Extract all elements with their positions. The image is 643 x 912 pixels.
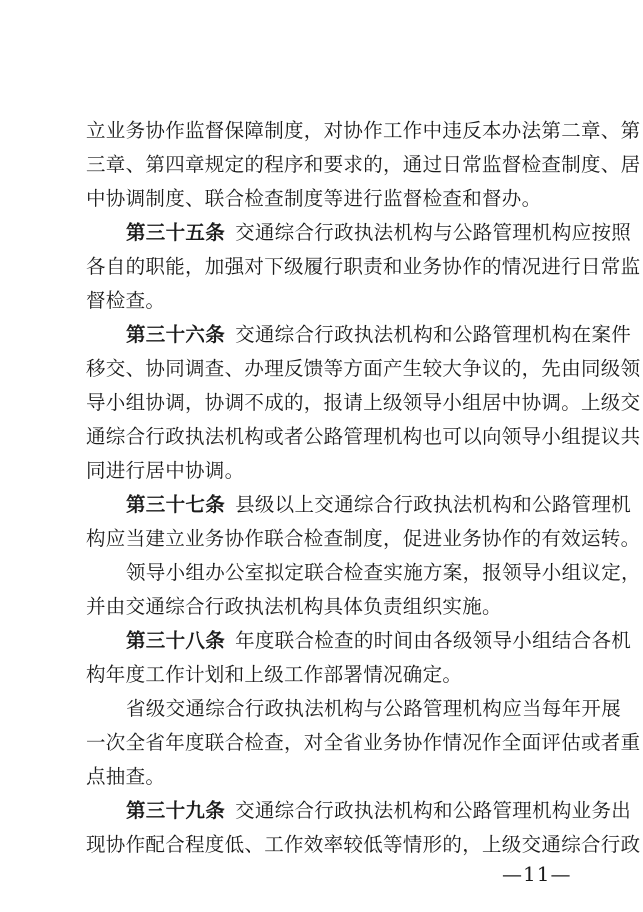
- text-line: 通综合行政执法机构或者公路管理机构也可以向领导小组提议共: [86, 425, 641, 448]
- text-line: 现协作配合程度低、工作效率较低等情形的，上级交通综合行政: [86, 833, 641, 856]
- text-span: 县级以上交通综合行政执法机构和公路管理机: [235, 493, 632, 516]
- text-line: 三章、第四章规定的程序和要求的，通过日常监督检查制度、居: [86, 153, 641, 176]
- text-span: 交通综合行政执法机构和公路管理机构在案件: [235, 323, 632, 346]
- text-line: 点抽查。: [86, 765, 166, 788]
- text-line: 省级交通综合行政执法机构与公路管理机构应当每年开展: [126, 697, 622, 720]
- article-35-first-line: [126, 221, 631, 245]
- text-span: 交通综合行政执法机构与公路管理机构应按照: [235, 221, 632, 244]
- text-line: 一次全省年度联合检查，对全省业务协作情况作全面评估或者重: [86, 731, 641, 754]
- article-heading: 第三十六条: [126, 323, 226, 346]
- text-line: 导小组协调，协调不成的，报请上级领导小组居中协调。上级交: [86, 391, 641, 414]
- article-heading: 第三十七条: [126, 493, 226, 516]
- text-line: 各自的职能，加强对下级履行职责和业务协作的情况进行日常监: [86, 255, 641, 278]
- text-line: 中协调制度、联合检查制度等进行监督检查和督办。: [86, 187, 542, 210]
- page-number: —11—: [502, 862, 572, 886]
- text-span: 交通综合行政执法机构和公路管理机构业务出: [235, 799, 632, 822]
- text-line: 构年度工作计划和上级工作部署情况确定。: [86, 663, 463, 686]
- article-heading: 第三十九条: [126, 799, 226, 822]
- text-line: 同进行居中协调。: [86, 459, 245, 482]
- text-line: 移交、协同调查、办理反馈等方面产生较大争议的，先由同级领: [86, 357, 641, 380]
- article-39-first-line: [126, 799, 631, 823]
- text-line: 构应当建立业务协作联合检查制度，促进业务协作的有效运转。: [86, 527, 641, 550]
- article-37-first-line: [126, 493, 631, 517]
- text-line: 并由交通综合行政执法机构具体负责组织实施。: [86, 595, 502, 618]
- article-36-first-line: [126, 323, 631, 347]
- article-heading: 第三十五条: [126, 221, 226, 244]
- text-line: 立业务协作监督保障制度，对协作工作中违反本办法第二章、第: [86, 119, 641, 142]
- article-38-first-line: [126, 629, 631, 653]
- text-line: 领导小组办公室拟定联合检查实施方案，报领导小组议定，: [126, 561, 641, 584]
- article-heading: 第三十八条: [126, 629, 226, 652]
- text-line: 督检查。: [86, 289, 166, 312]
- text-span: 年度联合检查的时间由各级领导小组结合各机: [235, 629, 632, 652]
